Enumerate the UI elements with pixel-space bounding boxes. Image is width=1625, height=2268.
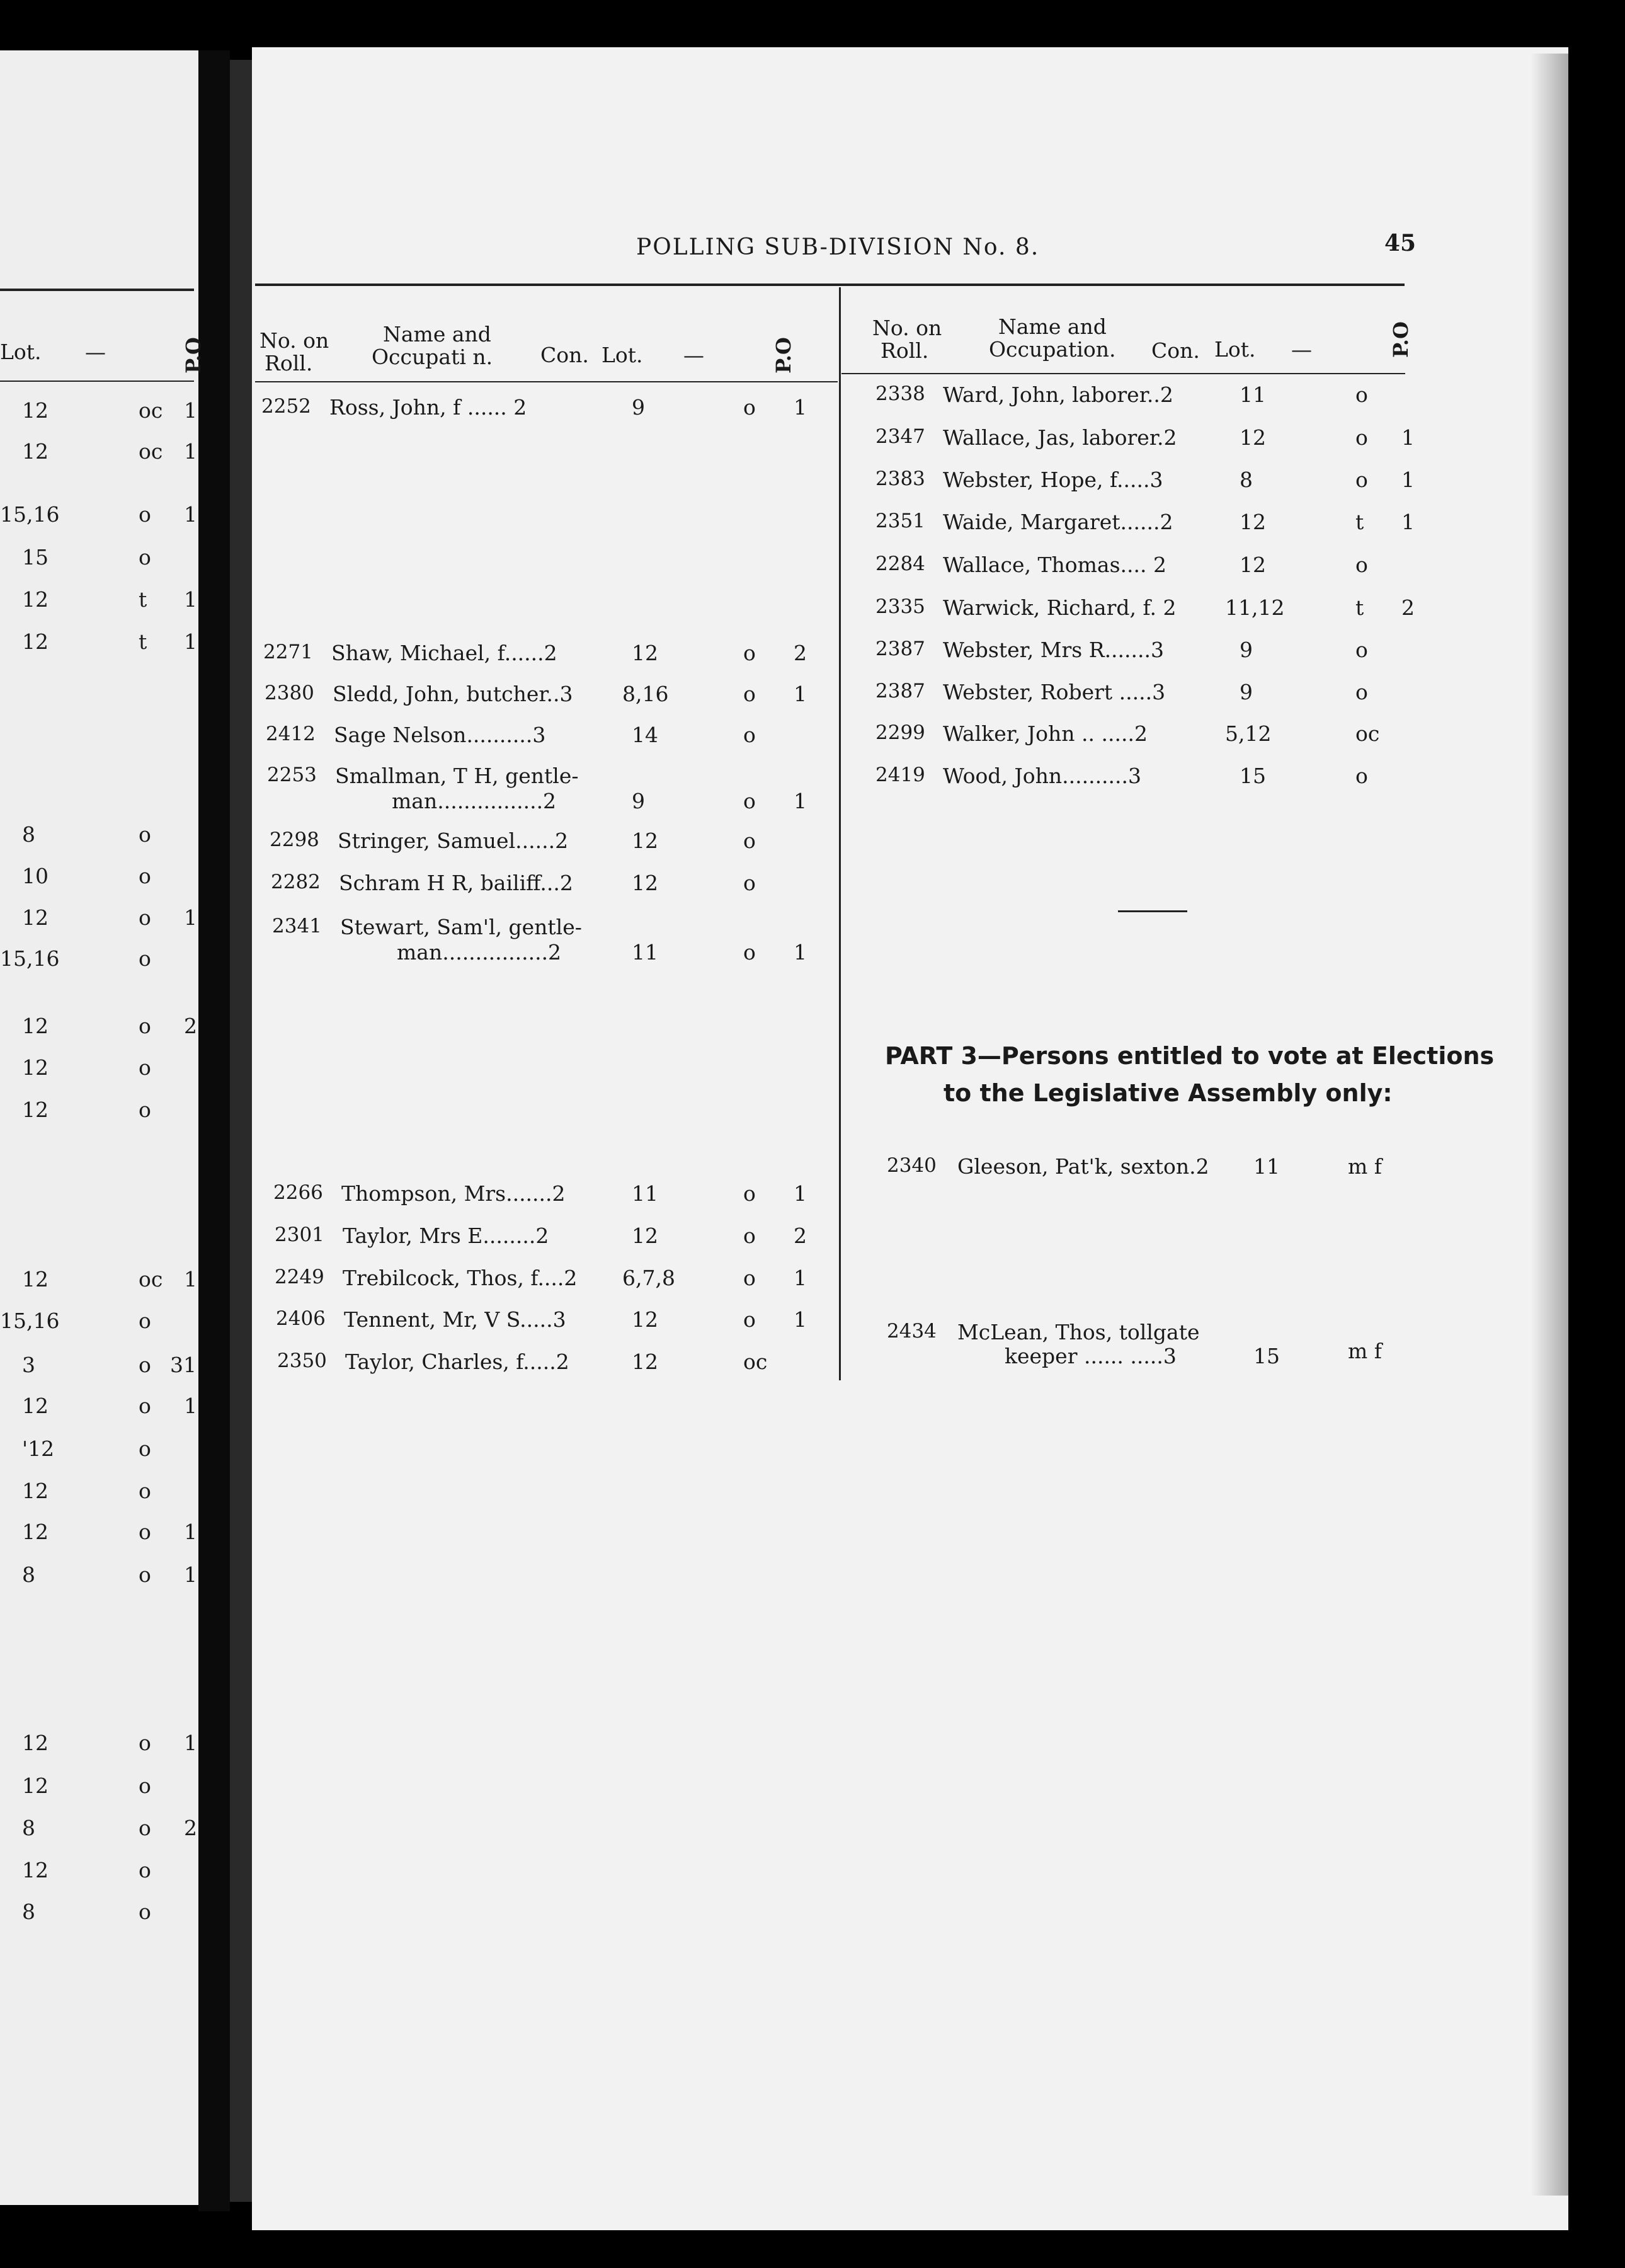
running-head: POLLING SUB-DIVISION No. 8. [636, 234, 1040, 260]
left-lot: 12 [22, 1520, 48, 1544]
lot-value: 9 [1240, 638, 1253, 662]
left-header-po: P.O [181, 337, 205, 374]
part3-heading-line1: PART 3—Persons entitled to vote at Elections [885, 1042, 1495, 1070]
po-value: 1 [794, 395, 807, 420]
voter-name: Tennent, Mr, V S.....3 [344, 1307, 566, 1332]
po-value: 1 [794, 789, 807, 813]
roll-number: 2387 [875, 638, 925, 660]
left-mark: o [139, 1816, 151, 1840]
roll-number: 2383 [875, 467, 925, 490]
voter-name: Walker, John .. .....2 [943, 721, 1148, 746]
col1-name-head-2: Occupati n. [372, 345, 493, 369]
roll-number: 2387 [875, 680, 925, 702]
mark-value: o [1355, 382, 1368, 407]
lot-value: 12 [1240, 510, 1266, 534]
left-po: 1 [184, 587, 197, 612]
po-value: 2 [794, 641, 807, 665]
voter-name: Webster, Mrs R.......3 [943, 638, 1164, 662]
left-lot: 12 [22, 398, 48, 423]
voter-name-cont: man................2 [392, 789, 557, 813]
left-lot: 12 [22, 905, 48, 930]
roll-number: 2351 [875, 510, 925, 532]
voter-name: Shaw, Michael, f......2 [331, 641, 557, 665]
roll-number: 2249 [275, 1266, 324, 1288]
roll-number: 2284 [875, 553, 925, 575]
left-lot: 3 [22, 1353, 35, 1377]
mark-value: o [743, 1181, 756, 1206]
po-value: 1 [1401, 425, 1415, 450]
col1-header-rule [255, 381, 838, 382]
left-po: 1 [184, 905, 197, 930]
lot-value: 12 [1240, 553, 1266, 577]
voter-name: Waide, Margaret......2 [943, 510, 1173, 534]
col2-con-head: Con. [1151, 338, 1200, 363]
left-mark: o [139, 905, 151, 930]
po-value: 1 [794, 682, 807, 706]
left-lot: 12 [22, 1014, 48, 1038]
col1-dash-head: — [683, 343, 704, 367]
mark-value: o [743, 940, 756, 965]
left-mark: o [139, 1309, 151, 1333]
left-po: 1 [184, 502, 197, 527]
mark-value: o [743, 723, 756, 747]
lot-value: 12 [632, 641, 658, 665]
left-lot: 15,16 [0, 502, 60, 527]
lot-value: 9 [632, 789, 645, 813]
left-lot: 12 [22, 1479, 48, 1503]
roll-number: 2298 [270, 828, 319, 851]
lot-value: 8,16 [622, 682, 669, 706]
left-mark: o [139, 864, 151, 888]
col2-header-rule [841, 373, 1405, 374]
roll-number: 2253 [267, 764, 317, 786]
mark-value: oc [743, 1349, 768, 1374]
roll-number: 2412 [266, 723, 316, 745]
voter-name: McLean, Thos, tollgate [957, 1320, 1200, 1344]
left-mark: o [139, 1055, 151, 1080]
voter-name: Sledd, John, butcher..3 [333, 682, 573, 706]
col1-roll-head-1: No. on [259, 328, 329, 353]
left-lot: 12 [22, 587, 48, 612]
left-lot: 12 [22, 1097, 48, 1122]
left-mark: oc [139, 439, 163, 464]
left-mark: o [139, 545, 151, 570]
col2-lot-head: Lot. [1214, 337, 1256, 362]
mark-value: o [743, 1307, 756, 1332]
page-number: 45 [1384, 230, 1417, 256]
left-lot: 12 [22, 1858, 48, 1882]
lot-value: 11 [632, 940, 658, 965]
lot-value: 11 [1240, 382, 1266, 407]
left-po: 1 [184, 1394, 197, 1418]
left-mark: o [139, 1394, 151, 1418]
lot-value: 11,12 [1225, 595, 1285, 620]
left-mark: o [139, 1858, 151, 1882]
lot-value: 14 [632, 723, 658, 747]
roll-number: 2419 [875, 764, 925, 786]
left-lot: 12 [22, 1731, 48, 1755]
left-po: 1 [184, 1562, 197, 1587]
po-value: 1 [1401, 467, 1415, 492]
col1-po-head: P.O [771, 337, 795, 374]
lot-value: 15 [1240, 764, 1266, 788]
col2-roll-head-1: No. on [872, 316, 942, 340]
po-value: 2 [1401, 595, 1415, 620]
voter-name-cont: keeper ...... .....3 [1005, 1344, 1177, 1368]
lot-value: 12 [632, 1223, 658, 1248]
roll-number: 2301 [275, 1223, 324, 1246]
lot-value: 11 [632, 1181, 658, 1206]
voter-name: Stewart, Sam'l, gentle- [340, 915, 582, 939]
left-lot: 12 [22, 1055, 48, 1080]
left-mark: o [139, 1097, 151, 1122]
voter-name: Thompson, Mrs.......2 [341, 1181, 566, 1206]
left-lot: 8 [22, 1899, 35, 1924]
left-mark: o [139, 1899, 151, 1924]
mark-value: o [743, 395, 756, 420]
left-lot: 12 [22, 1773, 48, 1798]
left-lot: 15 [22, 545, 48, 570]
left-mark: o [139, 1014, 151, 1038]
left-lot: 12 [22, 1394, 48, 1418]
voter-name: Warwick, Richard, f. 2 [943, 595, 1177, 620]
left-po: 1 [184, 1267, 197, 1292]
voter-name-cont: man................2 [397, 940, 562, 965]
page-edge-shadow [1531, 54, 1575, 2196]
lot-value: 6,7,8 [622, 1266, 675, 1290]
mark-value: o [1355, 680, 1368, 704]
left-po: 1 [184, 1731, 197, 1755]
left-lot: 15,16 [0, 946, 60, 971]
roll-number: 2335 [875, 595, 925, 618]
mark-value: o [743, 789, 756, 813]
left-mark: t [139, 629, 147, 654]
lot-value: 12 [632, 871, 658, 895]
voter-name: Wallace, Thomas.... 2 [943, 553, 1166, 577]
po-value: 1 [794, 1266, 807, 1290]
left-mark: o [139, 946, 151, 971]
lot-value: 5,12 [1225, 721, 1272, 746]
left-lot: 15,16 [0, 1309, 60, 1333]
po-value: 1 [794, 1181, 807, 1206]
mark-value: o [1355, 553, 1368, 577]
left-header-lot: Lot. [0, 340, 42, 364]
left-lot: '12 [22, 1436, 55, 1461]
voter-name: Smallman, T H, gentle- [335, 764, 579, 788]
left-mark: t [139, 587, 147, 612]
mark-value: o [1355, 467, 1368, 492]
left-po: 1 [184, 439, 197, 464]
voter-name: Sage Nelson..........3 [334, 723, 546, 747]
roll-number: 2434 [887, 1320, 937, 1343]
roll-number: 2338 [875, 382, 925, 405]
mark-value: o [743, 1223, 756, 1248]
roll-number: 2350 [277, 1349, 327, 1372]
left-po: 1 [184, 398, 197, 423]
left-lot: 8 [22, 1562, 35, 1587]
section-separator [1118, 910, 1187, 912]
left-header-dash: — [85, 340, 106, 364]
left-mark: o [139, 1436, 151, 1461]
header-rule [255, 284, 1405, 286]
mark-value: m f [1348, 1339, 1382, 1363]
mark-value: o [743, 682, 756, 706]
col1-name-head-1: Name and [383, 322, 491, 346]
mark-value: o [743, 871, 756, 895]
left-lot: 8 [22, 822, 35, 847]
left-lot: 12 [22, 629, 48, 654]
left-header-rule-top [0, 289, 194, 291]
col2-po-head: P.O [1388, 321, 1413, 358]
mark-value: o [1355, 638, 1368, 662]
lot-value: 9 [1240, 680, 1253, 704]
left-mark: o [139, 1353, 151, 1377]
lot-value: 8 [1240, 467, 1253, 492]
left-lot: 8 [22, 1816, 35, 1840]
po-value: 1 [794, 940, 807, 965]
voter-name: Wallace, Jas, laborer.2 [943, 425, 1177, 450]
mark-value: t [1355, 510, 1364, 534]
roll-number: 2347 [875, 425, 925, 448]
voter-name: Ward, John, laborer..2 [943, 382, 1173, 407]
lot-value: 12 [632, 1307, 658, 1332]
left-po: 2 [184, 1014, 197, 1038]
right-page [252, 47, 1568, 2230]
left-mark: o [139, 502, 151, 527]
voter-name: Gleeson, Pat'k, sexton.2 [957, 1154, 1209, 1179]
mark-value: o [1355, 425, 1368, 450]
book-spine [198, 50, 230, 2211]
part3-heading-line2: to the Legislative Assembly only: [944, 1079, 1393, 1107]
voter-name: Trebilcock, Thos, f....2 [343, 1266, 578, 1290]
col1-roll-head-2: Roll. [265, 351, 313, 375]
roll-number: 2406 [276, 1307, 326, 1330]
roll-number: 2299 [875, 721, 925, 744]
roll-number: 2340 [887, 1154, 937, 1177]
left-mark: o [139, 1520, 151, 1544]
voter-name: Schram H R, bailiff...2 [339, 871, 573, 895]
po-value: 1 [1401, 510, 1415, 534]
left-lot: 10 [22, 864, 48, 888]
mark-value: m f [1348, 1154, 1382, 1179]
roll-number: 2341 [272, 915, 322, 937]
col2-name-head-2: Occupation. [989, 337, 1116, 362]
left-po: 1 [184, 1520, 197, 1544]
left-mark: o [139, 1479, 151, 1503]
column-divider [839, 287, 841, 1380]
voter-name: Ross, John, f ...... 2 [329, 395, 527, 420]
mark-value: t [1355, 595, 1364, 620]
lot-value: 9 [632, 395, 645, 420]
left-mark: o [139, 1731, 151, 1755]
col2-name-head-1: Name and [998, 314, 1107, 339]
voter-name: Stringer, Samuel......2 [338, 828, 569, 853]
voter-name: Taylor, Charles, f.....2 [345, 1349, 569, 1374]
left-mark: oc [139, 398, 163, 423]
lot-value: 12 [632, 1349, 658, 1374]
left-header-rule-bottom [0, 381, 194, 382]
roll-number: 2282 [271, 871, 321, 893]
voter-name: Taylor, Mrs E........2 [343, 1223, 549, 1248]
mark-value: o [743, 641, 756, 665]
left-po: 1 [184, 629, 197, 654]
voter-name: Wood, John..........3 [943, 764, 1142, 788]
lot-value: 11 [1253, 1154, 1280, 1179]
roll-number: 2271 [263, 641, 313, 663]
left-lot: 12 [22, 439, 48, 464]
mark-value: o [743, 828, 756, 853]
left-mark: o [139, 1562, 151, 1587]
lot-value: 12 [632, 828, 658, 853]
left-lot: 12 [22, 1267, 48, 1292]
roll-number: 2252 [261, 395, 311, 418]
col2-roll-head-2: Roll. [881, 338, 929, 363]
left-po: 2 [184, 1816, 197, 1840]
voter-name: Webster, Hope, f.....3 [943, 467, 1163, 492]
mark-value: o [1355, 764, 1368, 788]
roll-number: 2266 [273, 1181, 323, 1204]
col1-lot-head: Lot. [602, 343, 643, 367]
roll-number: 2380 [265, 682, 314, 704]
mark-value: oc [1355, 721, 1380, 746]
col1-con-head: Con. [540, 343, 589, 367]
po-value: 1 [794, 1307, 807, 1332]
po-value: 2 [794, 1223, 807, 1248]
left-mark: oc [139, 1267, 163, 1292]
left-po: 31 [170, 1353, 197, 1377]
col2-dash-head: — [1291, 337, 1312, 362]
lot-value: 12 [1240, 425, 1266, 450]
mark-value: o [743, 1266, 756, 1290]
left-mark: o [139, 822, 151, 847]
left-mark: o [139, 1773, 151, 1798]
lot-value: 15 [1253, 1344, 1280, 1368]
spine-gutter [230, 60, 254, 2202]
voter-name: Webster, Robert .....3 [943, 680, 1166, 704]
